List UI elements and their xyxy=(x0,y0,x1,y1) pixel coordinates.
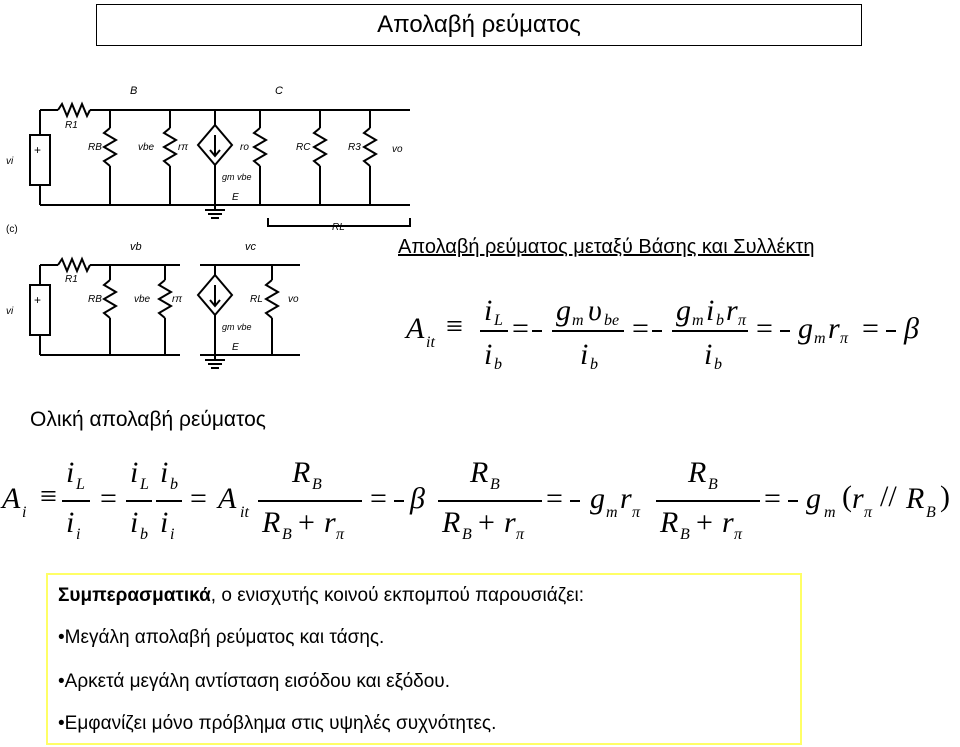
rb-label: RB xyxy=(88,294,102,305)
node-e-label: E xyxy=(232,342,239,353)
gm-vbe-label: gm vbe xyxy=(222,322,252,332)
bullet-item: •Μεγάλη απολαβή ρεύματος και τάσης. xyxy=(58,627,385,648)
vi-label: vi xyxy=(6,306,14,317)
conclusion-intro xyxy=(58,585,584,607)
bullet-item: •Εμφανίζει μόνο πρόβλημα στις υψηλές συχνότητες. xyxy=(58,713,497,734)
r1-label: R1 xyxy=(65,274,78,285)
vbe-label: vbe xyxy=(134,294,151,305)
rl-label: RL xyxy=(332,222,345,230)
vi-label: vi xyxy=(6,156,14,167)
node-c-label: C xyxy=(275,85,283,97)
rpi-label: rπ xyxy=(178,142,189,153)
subtitle-total: Ολική απολαβή ρεύματος xyxy=(30,408,266,431)
conclusion-box xyxy=(46,573,802,745)
rpi-label: rπ xyxy=(172,294,183,305)
vb-label: vb xyxy=(130,241,142,253)
plus-sign: + xyxy=(34,293,42,307)
equation-ait: A it ≡ i L i b = g m υ be i b = g m i b r π i b = g m r π = β xyxy=(406,294,919,373)
vo-label: vo xyxy=(392,144,403,155)
node-e-label: E xyxy=(232,192,239,203)
panel-label: (c) xyxy=(6,224,18,235)
vo-label: vo xyxy=(288,294,299,305)
gm-vbe-label: gm vbe xyxy=(222,172,252,182)
circuit-diagram-top xyxy=(0,80,440,230)
r3-label: R3 xyxy=(348,142,361,153)
conclusion-heading: Συμπερασματικά xyxy=(58,585,211,606)
plus-sign: + xyxy=(34,143,42,157)
page-title xyxy=(96,4,862,46)
vc-label: vc xyxy=(245,241,256,253)
rb-label: RB xyxy=(88,142,102,153)
equation-ai: A i ≡ i L i i = i L i b i b i i = A it R B R B + r π = β R B R B + r π = g m r π R B R B + r π = g m ( r π // R B ) xyxy=(2,456,950,543)
subtitle-between: Απολαβή ρεύματος μεταξύ Βάσης και Συλλέκτη xyxy=(398,236,815,258)
vbe-label: vbe xyxy=(138,142,155,153)
title-text: Απολαβή ρεύματος xyxy=(377,11,581,38)
conclusion-intro-text: , ο ενισχυτής κοινού εκπομπού παρουσιάζει: xyxy=(210,585,585,606)
circuit-diagram-bottom xyxy=(0,220,320,370)
r1-label: R1 xyxy=(65,120,78,131)
rc-label: RC xyxy=(296,142,311,153)
bullet-item: •Αρκετά μεγάλη αντίσταση εισόδου και εξόδου. xyxy=(58,671,450,692)
node-b-label: B xyxy=(130,85,138,97)
rl-label: RL xyxy=(250,294,263,305)
ro-label: ro xyxy=(240,142,249,153)
